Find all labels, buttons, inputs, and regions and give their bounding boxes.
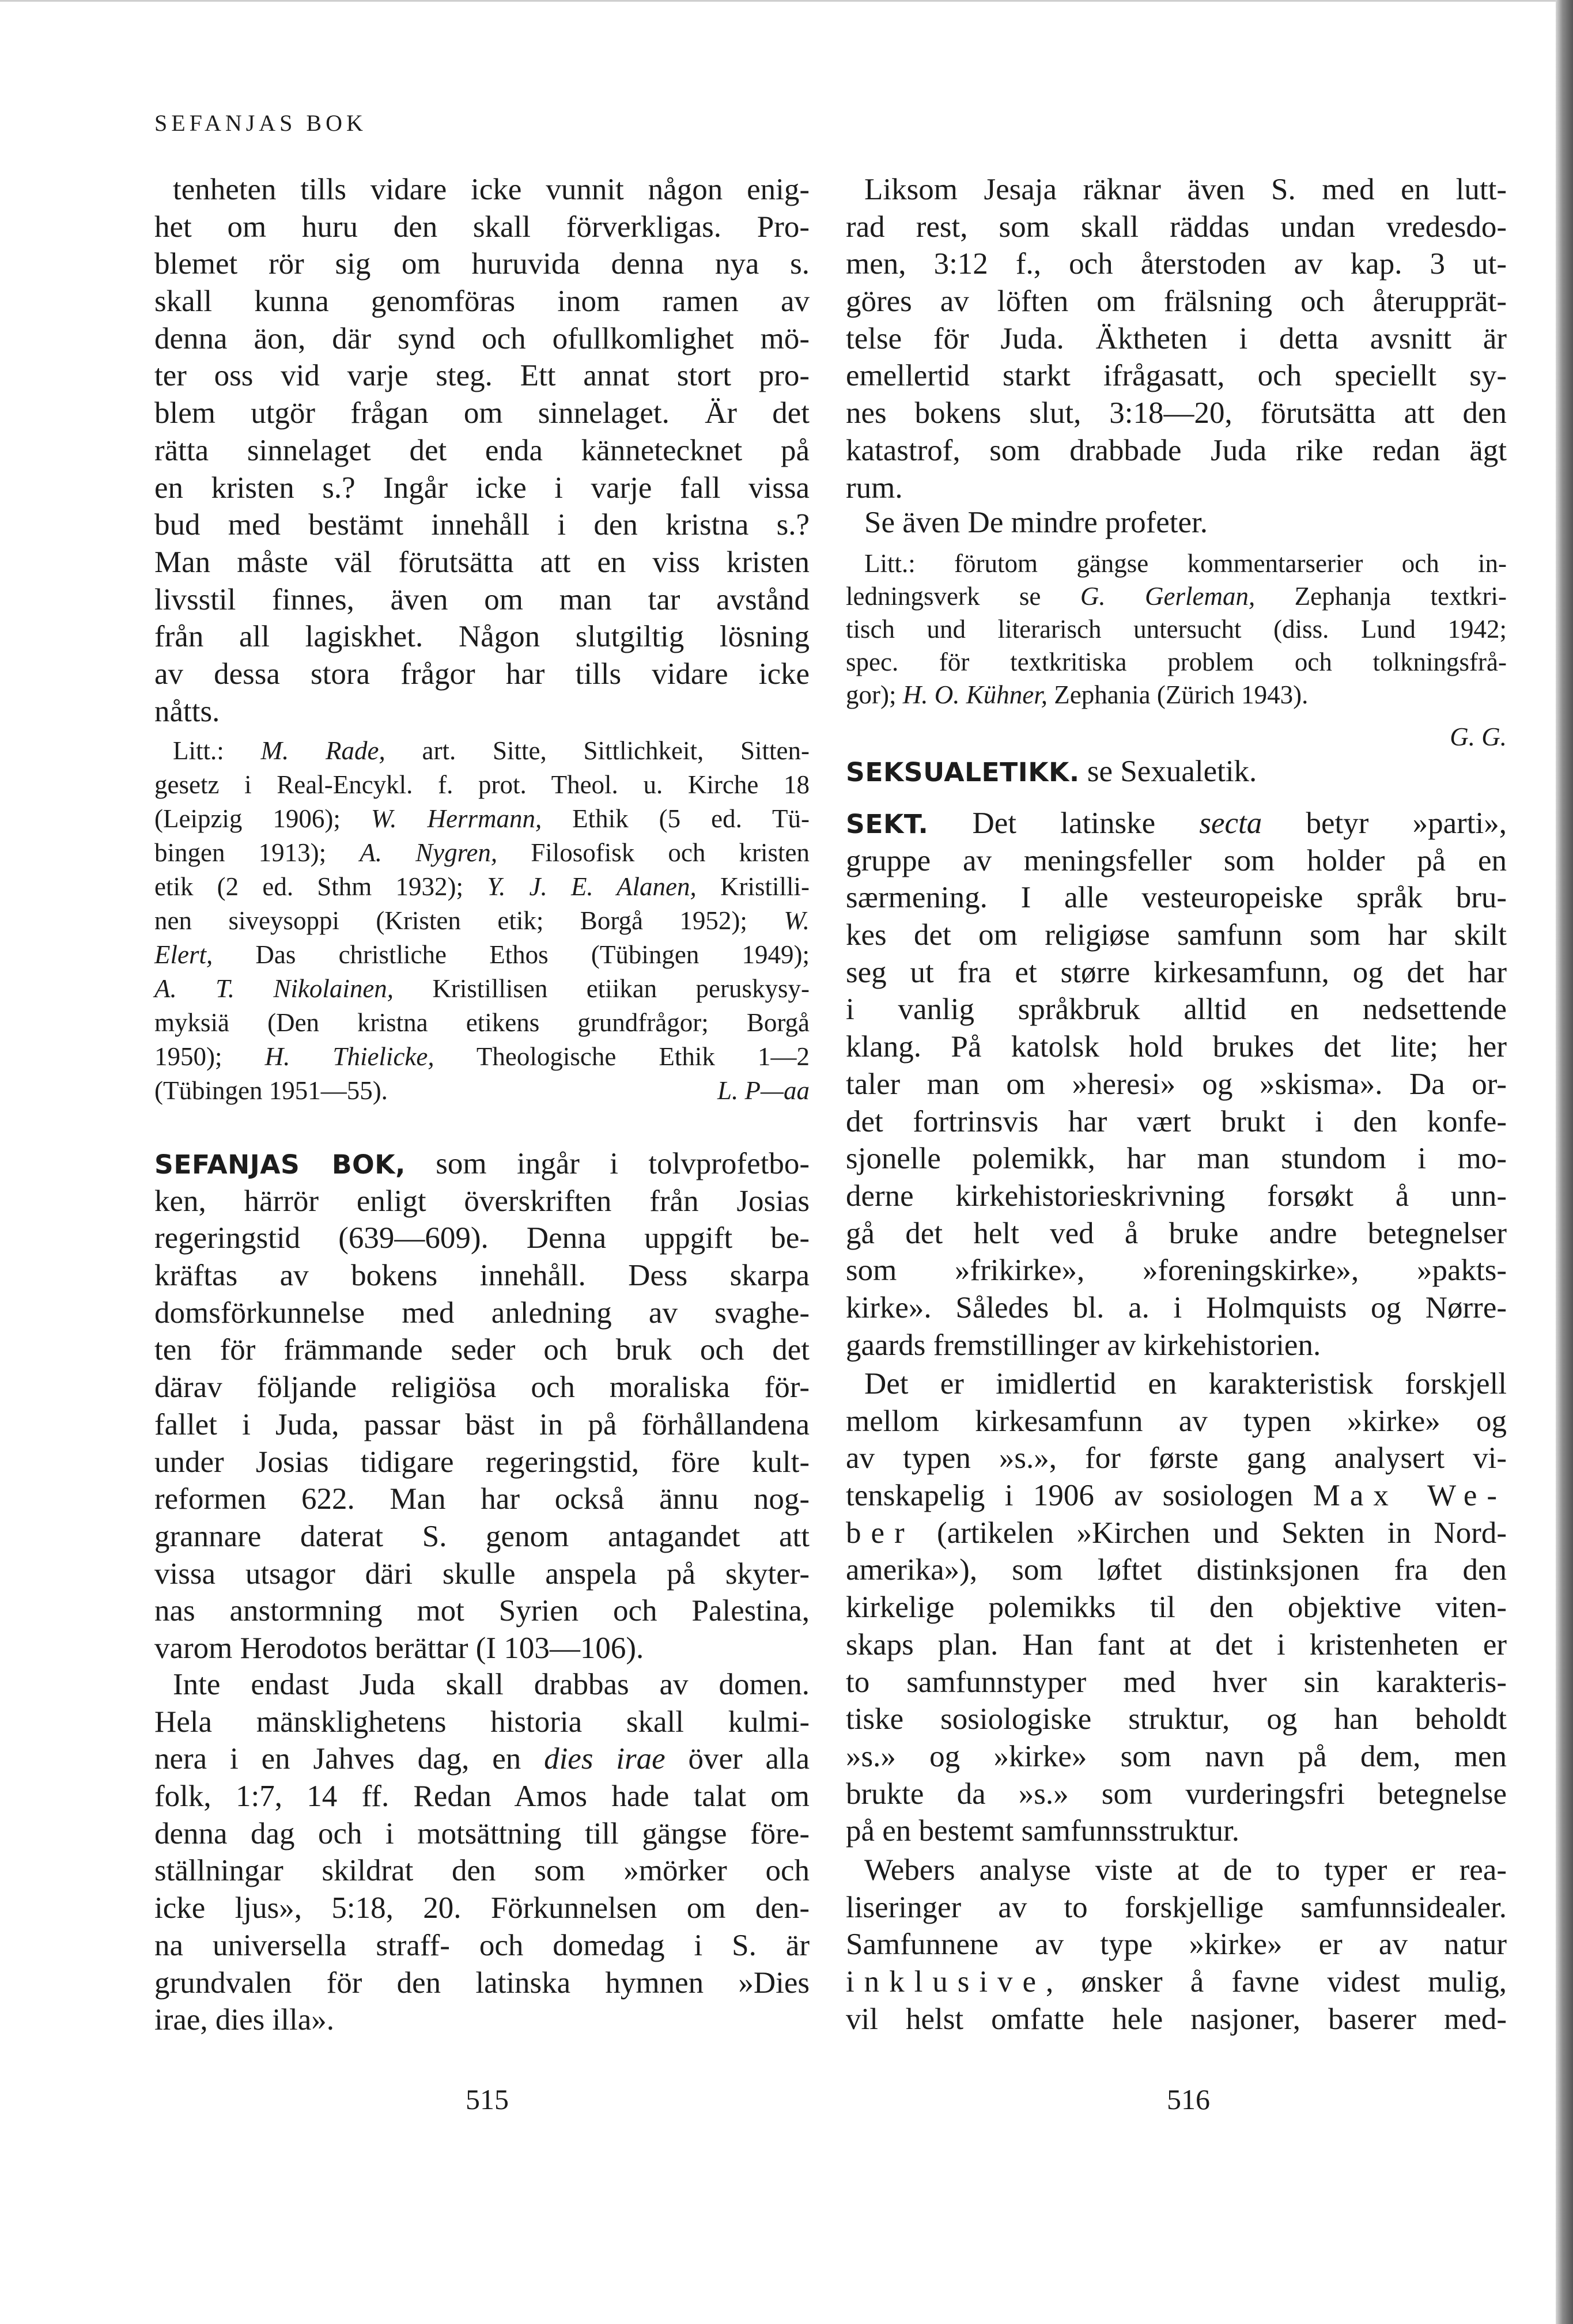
text-line xyxy=(154,1006,810,1040)
text-line xyxy=(846,1963,1507,2001)
text-run: fallet i Juda, passar bäst in på förhållandena xyxy=(154,1407,810,1441)
text-run: derne kirkehistorieskrivning forsøkt å unn- xyxy=(846,1179,1507,1213)
text-run: (artikelen »Kirchen und Sekten in Nord- xyxy=(914,1516,1507,1550)
text-run: Det latinske xyxy=(928,807,1200,840)
text-line xyxy=(154,1965,810,2002)
text-run: skaps plan. Han fant at det i kristenheten er xyxy=(846,1627,1507,1661)
text-line xyxy=(154,1040,810,1074)
text-run: från all lagiskhet. Någon slutgiltig lösning xyxy=(154,620,810,654)
paragraph xyxy=(846,805,1507,1364)
text-line xyxy=(154,1183,810,1220)
text-run: myksiä (Den kristna etikens grundfrågor; Borgå xyxy=(154,1008,810,1037)
text-line xyxy=(846,1440,1507,1477)
paragraph xyxy=(154,1145,810,1667)
text-run: under Josias tidigare regeringstid, före kult- xyxy=(154,1445,810,1479)
text-line xyxy=(846,805,1507,842)
italic-run: A. Nygren, xyxy=(360,838,498,867)
paragraph xyxy=(154,171,810,730)
text-run: to samfunnstyper med hver sin karakteris- xyxy=(846,1665,1507,1699)
text-run: varom Herodotos berättar (I 103—106). xyxy=(154,1631,644,1665)
spaced-run: inklusive xyxy=(846,1965,1046,1999)
text-line xyxy=(154,836,810,870)
text-line xyxy=(846,470,1507,507)
paragraph xyxy=(846,547,1507,711)
text-line xyxy=(846,580,1507,613)
paragraph xyxy=(846,1852,1507,2038)
text-line xyxy=(154,618,810,656)
text-run: kirkelige polemikks til den objektive viten- xyxy=(846,1591,1507,1625)
paragraph xyxy=(846,171,1507,506)
paragraph xyxy=(846,753,1507,790)
text-line xyxy=(846,1738,1507,1776)
text-line xyxy=(154,656,810,693)
text-line xyxy=(846,991,1507,1028)
text-run: det fortrinsvis har vært brukt i den konfe- xyxy=(846,1104,1507,1138)
entry-headword: SEKSUALETIKK. xyxy=(846,757,1080,788)
text-run: Filosofisk och kristen xyxy=(497,838,810,867)
text-line xyxy=(154,734,810,768)
text-run: nåtts. xyxy=(154,694,220,728)
text-line xyxy=(846,283,1507,320)
text-line xyxy=(846,1327,1507,1364)
text-run: Litt.: förutom gängse kommentarserier och in- xyxy=(864,549,1507,578)
text-run: gesetz i Real-Encykl. f. prot. Theol. u. Kirche 18 xyxy=(154,770,810,799)
text-run: amerika»), som løftet distinksjonen fra den xyxy=(846,1553,1507,1587)
text-run: mellom kirkesamfunn av typen »kirke» og xyxy=(846,1404,1507,1438)
page-number-left: 515 xyxy=(466,2083,509,2115)
paragraph xyxy=(846,504,1507,542)
text-run: het om huru den skall förverkligas. Pro- xyxy=(154,210,810,244)
text-run: klang. På katolsk hold brukes det lite; her xyxy=(846,1030,1507,1064)
text-line xyxy=(846,1626,1507,1664)
paragraph xyxy=(154,1666,810,2039)
text-run: tenskapelig i 1906 av sosiologen xyxy=(846,1479,1313,1513)
text-run: irae, dies illa». xyxy=(154,2003,334,2037)
text-run: men, 3:12 f., och återstoden av kap. 3 ut- xyxy=(846,247,1507,281)
text-line xyxy=(846,1589,1507,1626)
text-line xyxy=(846,646,1507,679)
text-line xyxy=(154,320,810,358)
text-line xyxy=(846,171,1507,209)
author-signature: L. P—aa xyxy=(717,1076,810,1105)
text-line xyxy=(154,1815,810,1853)
text-line xyxy=(846,1215,1507,1252)
text-line xyxy=(154,1740,810,1778)
text-run: Inte endast Juda skall drabbas av domen. xyxy=(173,1668,810,1701)
text-line xyxy=(846,1776,1507,1813)
text-line xyxy=(846,1365,1507,1403)
text-line xyxy=(154,1074,810,1108)
text-line xyxy=(846,1701,1507,1738)
italic-run: Y. J. E. Alanen, xyxy=(487,872,697,901)
text-run: ställningar skildrat den som »mörker och xyxy=(154,1854,810,1888)
running-head: SEFANJAS BOK xyxy=(154,110,367,136)
text-run: Kristilli- xyxy=(696,872,810,901)
text-line xyxy=(154,1852,810,1890)
text-line xyxy=(154,870,810,904)
text-line xyxy=(846,842,1507,880)
text-run: ledningsverk se xyxy=(846,582,1080,611)
text-run: tisch und literarisch untersucht (diss. Lund 1942; xyxy=(846,615,1507,644)
text-run: Man måste väl förutsätta att en viss kristen xyxy=(154,545,810,579)
text-line xyxy=(846,613,1507,646)
text-run: 1950); xyxy=(154,1042,265,1071)
text-run: , ønsker å favne videst mulig, xyxy=(1045,1965,1507,1999)
text-line xyxy=(846,2001,1507,2038)
text-run: na universella straff- och domedag i S. är xyxy=(154,1928,810,1962)
text-run: av dessa stora frågor har tills vidare icke xyxy=(154,657,810,691)
text-run: blemet rör sig om huruvida denna nya s. xyxy=(154,247,810,281)
text-line xyxy=(154,245,810,283)
text-run: Samfunnene av type »kirke» er av natur xyxy=(846,1928,1507,1962)
text-line xyxy=(846,432,1507,470)
text-run: i vanlig språkbruk alltid en nedsettende xyxy=(846,993,1507,1027)
text-line xyxy=(846,1889,1507,1926)
text-run: seg ut fra et større kirkesamfunn, og det har xyxy=(846,955,1507,989)
text-run: nes bokens slut, 3:18—20, förutsätta att den xyxy=(846,396,1507,430)
text-run: göres av löften om frälsning och återupprät- xyxy=(846,285,1507,319)
text-run: Webers analyse viste at de to typer er rea- xyxy=(864,1853,1507,1887)
text-line xyxy=(846,1515,1507,1552)
text-run: av typen »s.», for første gang analysert vi- xyxy=(846,1441,1507,1475)
text-line xyxy=(846,357,1507,395)
text-line xyxy=(846,1477,1507,1515)
text-run: därav följande religiösa och moraliska för- xyxy=(154,1371,810,1405)
italic-run: A. T. Nikolainen, xyxy=(154,974,394,1003)
text-line xyxy=(846,1852,1507,1889)
text-line xyxy=(154,1331,810,1369)
italic-run: W. xyxy=(784,906,810,935)
text-line xyxy=(846,245,1507,283)
text-line xyxy=(154,938,810,972)
text-run: som ingår i tolvprofetbo- xyxy=(405,1147,810,1180)
text-line xyxy=(154,693,810,730)
page-top-edge xyxy=(0,0,1556,2)
text-line xyxy=(154,2001,810,2039)
text-run: tiske sosiologiske struktur, og han beholdt xyxy=(846,1702,1507,1736)
text-run: spec. för textkritiska problem och tolkningsfrå- xyxy=(846,648,1507,676)
text-run: Det er imidlertid en karakteristisk forskjell xyxy=(864,1367,1507,1401)
text-run: gruppe av meningsfeller som holder på en xyxy=(846,843,1507,877)
text-line xyxy=(154,1220,810,1257)
text-line xyxy=(154,1145,810,1183)
text-run: telse för Juda. Äktheten i detta avsnitt är xyxy=(846,321,1507,355)
italic-run: H. O. Kühner, xyxy=(902,680,1048,709)
text-run: bud med bestämt innehåll i den kristna s.? xyxy=(154,508,810,542)
italic-run: G. Gerleman, xyxy=(1080,582,1256,611)
text-run: sjonelle polemikk, har man stundom i mo- xyxy=(846,1142,1507,1176)
text-line xyxy=(154,1630,810,1667)
text-line xyxy=(154,1927,810,1965)
text-line xyxy=(154,1592,810,1630)
text-run: kräftas av bokens innehåll. Dess skarpa xyxy=(154,1259,810,1293)
text-run: Ethik (5 ed. Tü- xyxy=(542,804,810,833)
text-line xyxy=(154,1369,810,1406)
text-run: gor); xyxy=(846,680,903,709)
text-line xyxy=(846,1812,1507,1850)
text-line xyxy=(846,547,1507,580)
text-run: regeringstid (639—609). Denna uppgift be- xyxy=(154,1221,810,1255)
text-run: (Tübingen 1951—55). xyxy=(154,1076,388,1105)
text-run: betyr »parti», xyxy=(1262,807,1507,840)
text-line xyxy=(154,506,810,544)
text-run: icke ljus», 5:18, 20. Förkunnelsen om den- xyxy=(154,1891,810,1925)
italic-run: dies irae xyxy=(544,1742,666,1776)
text-line xyxy=(154,1778,810,1815)
text-line xyxy=(846,209,1507,246)
text-run: Kristillisen etiikan peruskysy- xyxy=(394,974,810,1003)
page-number-right: 516 xyxy=(1167,2083,1210,2115)
text-line xyxy=(154,1890,810,1927)
text-run: (Leipzig 1906); xyxy=(154,804,371,833)
text-run: rum. xyxy=(846,471,903,505)
text-line xyxy=(154,1406,810,1444)
text-run: liseringer av to forskjellige samfunnsidealer. xyxy=(846,1890,1507,1924)
text-line xyxy=(846,504,1507,542)
text-run: taler man om »heresi» og »skisma». Da or- xyxy=(846,1067,1507,1101)
text-run: ten för främmande seder och bruk och det xyxy=(154,1333,810,1367)
text-line xyxy=(154,1555,810,1593)
text-run: bingen 1913); xyxy=(154,838,360,867)
text-run: katastrof, som drabbade Juda rike redan ägt xyxy=(846,433,1507,467)
text-run: denna äon, där synd och ofullkomlighet mö- xyxy=(154,321,810,355)
text-run: domsförkunnelse med anledning av svaghe- xyxy=(154,1296,810,1330)
text-run: rätta sinnelaget det enda kännetecknet på xyxy=(154,433,810,467)
text-line xyxy=(154,544,810,581)
text-run: Litt.: xyxy=(173,736,261,765)
text-line xyxy=(846,917,1507,954)
text-run: denna dag och i motsättning till gängse före- xyxy=(154,1816,810,1850)
text-line xyxy=(846,1103,1507,1141)
text-line xyxy=(154,1481,810,1518)
text-run: emellertid starkt ifrågasatt, och speciellt sy- xyxy=(846,359,1507,393)
text-run: över alla xyxy=(665,1742,810,1776)
text-line xyxy=(846,1066,1507,1103)
text-line xyxy=(154,972,810,1006)
text-line xyxy=(846,1028,1507,1066)
text-run: kirke». Således bl. a. i Holmquists og Nørre- xyxy=(846,1290,1507,1324)
text-line xyxy=(846,1140,1507,1178)
text-line xyxy=(154,395,810,432)
text-line xyxy=(846,954,1507,991)
text-run: gå det helt ved å bruke andre betegnelser xyxy=(846,1216,1507,1250)
text-line xyxy=(846,320,1507,358)
text-line xyxy=(154,432,810,470)
text-run: Zephania (Zürich 1943). xyxy=(1048,680,1309,709)
text-line xyxy=(154,1257,810,1295)
text-line xyxy=(846,1252,1507,1289)
text-run: Liksom Jesaja räknar även S. med en lutt- xyxy=(864,173,1507,206)
text-run: nen siveysoppi (Kristen etik; Borgå 1952); xyxy=(154,906,784,935)
text-line xyxy=(154,802,810,836)
text-run: ken, härrör enligt överskriften från Josias xyxy=(154,1184,810,1218)
entry-headword: SEKT. xyxy=(846,809,929,839)
text-run: som »frikirke», »foreningskirke», »pakts- xyxy=(846,1254,1507,1288)
text-line xyxy=(846,1664,1507,1701)
text-run: vissa utsagor däri skulle anspela på skyter- xyxy=(154,1557,810,1591)
text-run: på en bestemt samfunnsstruktur. xyxy=(846,1814,1239,1848)
text-run: ter oss vid varje steg. Ett annat stort pro- xyxy=(154,359,810,393)
text-run: etik (2 ed. Sthm 1932); xyxy=(154,872,487,901)
text-line xyxy=(846,879,1507,917)
text-run: nera i en Jahves dag, en xyxy=(154,1742,544,1776)
text-line xyxy=(154,904,810,938)
text-line xyxy=(154,209,810,246)
text-line xyxy=(154,283,810,320)
text-run: brukte da »s.» som vurderingsfri betegnelse xyxy=(846,1777,1507,1811)
text-line xyxy=(154,470,810,507)
text-run: Se även De mindre profeter. xyxy=(864,506,1208,539)
italic-run: W. Herrmann, xyxy=(370,804,542,833)
text-run: nas anstormning mot Syrien och Palestina, xyxy=(154,1594,810,1628)
spaced-run: Max We- xyxy=(1313,1479,1507,1513)
text-run: grundvalen för den latinska hymnen »Dies xyxy=(154,1966,810,2000)
text-run: kes det om religiøse samfunn som har skilt xyxy=(846,918,1507,952)
spaced-run: ber xyxy=(846,1516,914,1550)
text-run: »s.» og »kirke» som navn på dem, men xyxy=(846,1739,1507,1773)
text-line xyxy=(846,1551,1507,1589)
text-line xyxy=(154,357,810,395)
text-line xyxy=(154,171,810,209)
text-run: en kristen s.? Ingår icke i varje fall vissa xyxy=(154,471,810,505)
text-line xyxy=(846,679,1507,711)
text-run: Hela mänsklighetens historia skall kulmi- xyxy=(154,1705,810,1739)
entry-headword: SEFANJAS BOK, xyxy=(154,1149,406,1180)
text-line xyxy=(846,395,1507,432)
text-line xyxy=(846,1926,1507,1963)
text-run: særmening. I alle vesteuropeiske språk bru- xyxy=(846,881,1507,915)
text-line xyxy=(154,768,810,802)
text-run: Das christliche Ethos (Tübingen 1949); xyxy=(213,940,810,969)
text-run: skall kunna genomföras inom ramen av xyxy=(154,285,810,319)
text-line xyxy=(846,1403,1507,1440)
text-run: vil helst omfatte hele nasjoner, baserer med- xyxy=(846,2002,1507,2036)
page-binding-edge xyxy=(1556,0,1573,2324)
text-run: tenheten tills vidare icke vunnit någon enig- xyxy=(173,173,810,206)
text-run: rad rest, som skall räddas undan vredesdo- xyxy=(846,210,1507,244)
text-run: livsstil finnes, även om man tar avstånd xyxy=(154,582,810,616)
text-run: art. Sitte, Sittlichkeit, Sitten- xyxy=(385,736,810,765)
text-line xyxy=(154,581,810,619)
text-run: blem utgör frågan om sinnelaget. Är det xyxy=(154,396,810,430)
italic-run: H. Thielicke, xyxy=(264,1042,434,1071)
text-run: grannare daterat S. genom antagandet att xyxy=(154,1519,810,1553)
text-run: Zephanja textkri- xyxy=(1255,582,1507,611)
italic-run: secta xyxy=(1199,807,1262,840)
text-run: folk, 1:7, 14 ff. Redan Amos hade talat om xyxy=(154,1780,810,1814)
text-line xyxy=(154,1518,810,1555)
paragraph xyxy=(846,1365,1507,1850)
italic-run: Elert, xyxy=(154,940,213,969)
text-line xyxy=(154,1704,810,1741)
text-line xyxy=(154,1666,810,1704)
text-run: se Sexualetik. xyxy=(1079,755,1257,788)
text-run: gaards fremstillinger av kirkehistorien. xyxy=(846,1328,1321,1362)
paragraph xyxy=(154,734,810,1108)
text-run: Theologische Ethik 1—2 xyxy=(434,1042,810,1071)
text-line xyxy=(154,1295,810,1332)
text-line xyxy=(846,1178,1507,1215)
author-signature: G. G. xyxy=(1450,722,1507,751)
italic-run: M. Rade, xyxy=(260,736,385,765)
text-line xyxy=(154,1444,810,1481)
text-run: reformen 622. Man har också ännu nog- xyxy=(154,1482,810,1516)
text-line xyxy=(846,1289,1507,1327)
text-line xyxy=(846,753,1507,790)
paragraph xyxy=(846,721,1507,754)
